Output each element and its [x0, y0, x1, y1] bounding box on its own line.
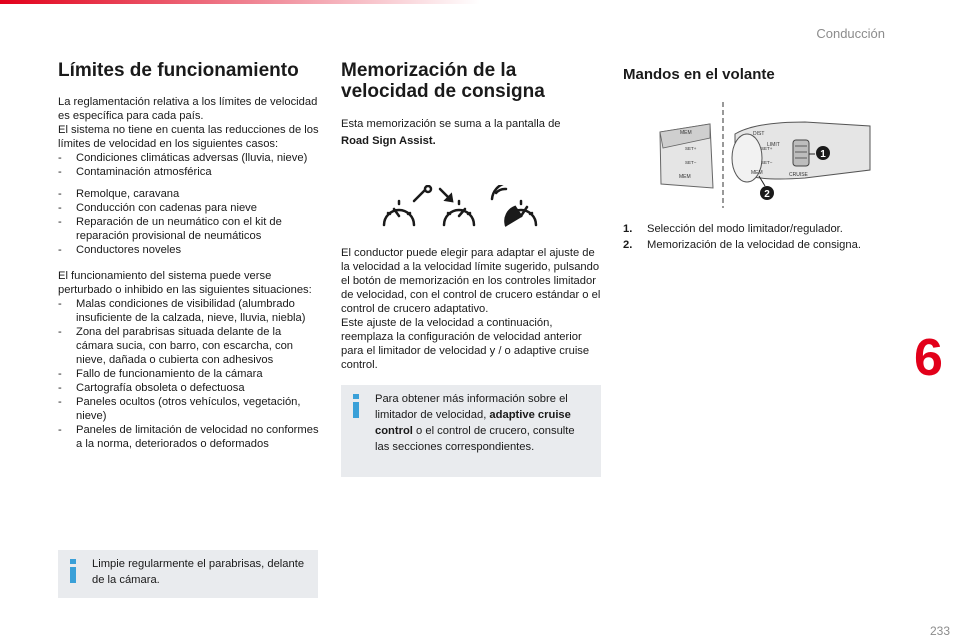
- limits-list3: [58, 297, 320, 451]
- item-number: 1.: [623, 223, 633, 235]
- list-item: - Condiciones climáticas adversas (lluvia, nieve): [58, 151, 320, 165]
- memorization-intro: [341, 116, 603, 150]
- label-dist: DIST: [753, 131, 765, 137]
- callout-2-label: 2: [764, 189, 770, 200]
- item-text: Memorización de la velocidad de consigna.: [647, 239, 861, 251]
- list-item: - Paneles de limitación de velocidad no conformes a la norma, deteriorados o deformados: [58, 423, 320, 451]
- list-item: - Cartografía obsoleta o defectuosa: [58, 381, 320, 395]
- list-item: - Contaminación atmosférica: [58, 165, 320, 179]
- right-stalk: [732, 122, 870, 182]
- tip-post: o el control de crucero, consulte las secciones correspondientes.: [375, 425, 575, 453]
- memorization-p2: Este ajuste de la velocidad a continuación, reemplaza la configuración de velocidad anterior para el limitador de velocidad y / o adaptive cruise control.: [341, 317, 590, 371]
- list-item: - Conducción con cadenas para nieve: [58, 201, 320, 215]
- speedometer-icon-3: [492, 185, 536, 225]
- left-stalk: [660, 124, 713, 188]
- info-tip-related-sections: [341, 385, 601, 477]
- top-accent-bar: [0, 0, 480, 4]
- section-title: Conducción: [816, 26, 885, 41]
- memorization-p1: El conductor puede elegir para adaptar el ajuste de la velocidad a la velocidad límite sugerido, pulsando el botón de memorización en los controles limitador de velocidad, con el control de crucero estándar o el control de crucero adaptativo.: [341, 247, 601, 315]
- label-mem-bottom: MEM: [679, 174, 691, 180]
- info-icon: [351, 394, 361, 418]
- list-item: - Paneles ocultos (otros vehículos, vegetación, nieve): [58, 395, 320, 423]
- controls-title: Mandos en el volante: [623, 66, 775, 83]
- chapter-number: 6: [914, 329, 943, 387]
- title-line1: Memorización de la: [341, 60, 517, 81]
- speedometer-icon-1: [384, 186, 431, 225]
- chapter-tab: [908, 325, 960, 391]
- limits-list1: [58, 151, 320, 179]
- list-item: - Zona del parabrisas situada delante de la cámara sucia, con barro, con escarcha, con nieve, dañada o cubierta con adhesivos: [58, 325, 320, 367]
- list-item: [623, 221, 903, 237]
- memorization-title: [341, 60, 603, 102]
- label-set-minus: SET−: [685, 160, 697, 165]
- list-item: - Fallo de funcionamiento de la cámara: [58, 367, 320, 381]
- speedometer-icons: [380, 185, 550, 235]
- info-icon: [68, 559, 78, 583]
- list-item: - Malas condiciones de visibilidad (alumbrado insuficiente de la calzada, nieve, lluvia, niebla): [58, 297, 320, 325]
- label-set-plus-right: SET+: [761, 146, 773, 151]
- label-set-plus: SET+: [685, 146, 697, 151]
- limits-p3: El funcionamiento del sistema puede verse perturbado o inhibido en las siguientes situaciones:: [58, 270, 312, 296]
- limits-list2: [58, 187, 320, 257]
- list-item: [623, 237, 903, 253]
- item-text: Selección del modo limitador/regulador.: [647, 223, 843, 235]
- callout-1-label: 1: [820, 149, 826, 160]
- tip-bold: adaptive cruise control: [375, 409, 571, 437]
- label-mem-right: MEM: [751, 170, 763, 176]
- intro-bold: Road Sign Assist.: [341, 135, 436, 147]
- tip-text: Limpie regularmente el parabrisas, delante de la cámara.: [92, 558, 305, 586]
- list-item: - Reparación de un neumático con el kit de reparación provisional de neumáticos: [58, 215, 320, 243]
- steering-controls-diagram: [655, 100, 875, 210]
- list-item: - Conductores noveles: [58, 243, 320, 257]
- intro-text: Esta memorización se suma a la pantalla de: [341, 118, 561, 130]
- label-limit: LIMIT: [767, 142, 780, 148]
- label-set-minus-right: SET−: [761, 160, 773, 165]
- limits-title: Límites de funcionamiento: [58, 60, 299, 81]
- item-number: 2.: [623, 239, 633, 251]
- label-cruise: CRUISE: [789, 172, 808, 178]
- label-mem-top: MEM: [680, 130, 692, 136]
- limits-p2: El sistema no tiene en cuenta las reducciones de los límites de velocidad en los siguientes casos:: [58, 124, 319, 150]
- title-line2: velocidad de consigna: [341, 81, 545, 102]
- info-tip-clean-windshield: [58, 550, 318, 598]
- limits-p1: La reglamentación relativa a los límites de velocidad es específica para cada país.: [58, 96, 318, 122]
- limits-column: [58, 60, 320, 451]
- tip-pre: Para obtener más información sobre el limitador de velocidad,: [375, 393, 568, 421]
- controls-column: [623, 60, 903, 84]
- controls-list: [623, 221, 903, 253]
- page-number: 233: [929, 624, 950, 638]
- list-item: - Remolque, caravana: [58, 187, 320, 201]
- speedometer-icon-2: [440, 189, 474, 225]
